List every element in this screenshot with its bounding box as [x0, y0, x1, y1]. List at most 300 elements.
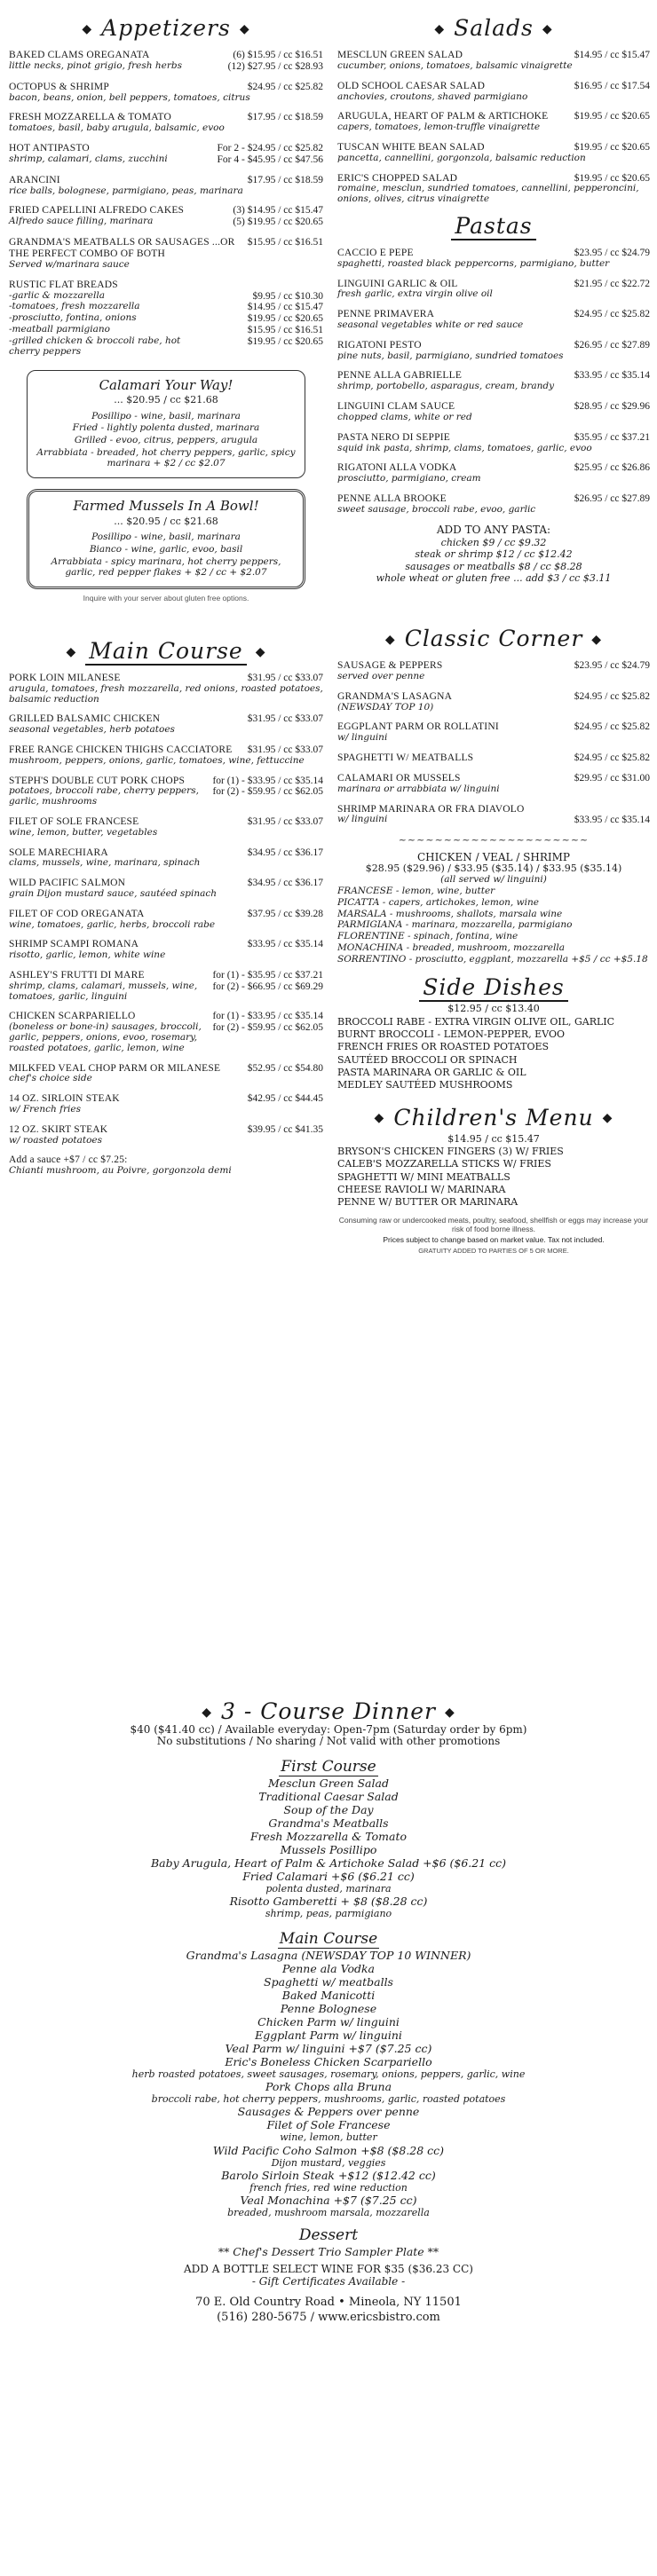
menu-item [9, 1063, 323, 1085]
menu-item [337, 248, 650, 270]
menu-item-desc: fresh garlic, extra virgin olive oil [337, 288, 493, 300]
menu-item [9, 816, 323, 839]
menu-item-desc: sweet sausage, broccoli rabe, evoo, garlic [337, 503, 536, 515]
menu-item [337, 462, 650, 484]
menu-item-desc: prosciutto, parmigiano, cream [337, 473, 481, 484]
course-item: Grandma's Meatballs [268, 1816, 389, 1830]
menu-item-price: $26.95 / cc $27.89 [574, 492, 650, 504]
menu-item [337, 493, 650, 516]
flatbread-name: -prosciutto, fontina, onions [9, 312, 137, 324]
appetizer-list [9, 50, 323, 271]
menu-item-price: $31.95 / cc $33.07 [247, 744, 323, 755]
diamond-icon: ◆ [66, 644, 77, 659]
menu-item-name: BAKED CLAMS OREGANATA [9, 50, 150, 60]
flatbread-row [9, 336, 323, 358]
menu-item-desc: Served w/marinara sauce [9, 258, 130, 270]
course-item-desc: polenta dusted, marinara [265, 1882, 392, 1895]
menu-item-row [337, 691, 650, 703]
menu-item [9, 205, 323, 228]
menu-item-price: for (1) - $33.95 / cc $35.14 [212, 1011, 323, 1022]
course-item-desc: breaded, mushroom marsala, mozzarella [227, 2207, 430, 2219]
menu-item-desc: grain Dijon mustard sauce, sautéed spinach [9, 888, 218, 900]
menu-item-name: STEPH'S DOUBLE CUT PORK CHOPS [9, 775, 186, 786]
pastas-title: Pastas [337, 214, 650, 239]
calamari-style: Posillipo - wine, basil, marinara [91, 410, 241, 421]
course-item: Eric's Boneless Chicken Scarpariello [225, 2054, 432, 2068]
menu-item [9, 143, 323, 166]
menu-item-desc: wine, lemon, butter, vegetables [9, 826, 158, 838]
menu-item-desc: w/ roasted potatoes [9, 1134, 103, 1146]
diamond-icon: ◆ [591, 632, 603, 647]
calamari-box [27, 370, 305, 479]
preparation-style: MONACHINA - breaded, mushroom, mozzarella [337, 941, 565, 953]
calamari-style: Arrabbiata - breaded, hot cherry peppers, garlic, spicy marinara + $2 / cc $2.07 [36, 446, 296, 469]
diamond-icon: ◆ [445, 1705, 455, 1720]
menu-item-desc: seasonal vegetables, herb potatoes [9, 724, 175, 736]
pasta-add-line: sausages or meatballs $8 / cc $8.28 [405, 560, 582, 572]
pasta-add-line: chicken $9 / cc $9.32 [440, 536, 547, 548]
menu-item-price: $14.95 / cc $15.47 [574, 50, 650, 60]
dessert-title: Dessert [298, 2226, 359, 2245]
menu-item-row [337, 340, 650, 351]
menu-item-desc: wine, tomatoes, garlic, herbs, broccoli rabe [9, 918, 216, 930]
menu-item-row [9, 61, 323, 73]
menu-item-price-2: (5) $19.95 / cc $20.65 [233, 217, 323, 228]
menu-item [337, 279, 650, 301]
menu-item [337, 111, 650, 133]
menu-item-price: $17.95 / cc $18.59 [247, 174, 323, 185]
menu-item-desc: w/ French fries [9, 1104, 81, 1115]
menu-item-name: 14 OZ. SIRLOIN STEAK [9, 1093, 120, 1105]
menu-item-price: $16.95 / cc $17.54 [574, 80, 650, 91]
diamond-icon: ◆ [82, 21, 93, 36]
menu-item-name: CHICKEN SCARPARIELLO [9, 1011, 136, 1022]
menu-item-desc: cucumber, onions, tomatoes, balsamic vinaigrette [337, 59, 573, 71]
menu-item-name: GRANDMA'S LASAGNA [337, 690, 453, 702]
menu-item-price: $24.95 / cc $25.82 [574, 721, 650, 733]
menu-item-row [9, 786, 323, 807]
flatbread-name: -garlic & mozzarella [9, 289, 105, 301]
menu-item [337, 142, 650, 164]
course-item: Veal Monachina +$7 ($7.25 cc) [240, 2194, 417, 2208]
menu-item-name: SHRIMP SCAMPI ROMANA [9, 939, 139, 950]
menu-item-name: PENNE ALLA GABRIELLE [337, 370, 463, 382]
menu-item-desc: rice balls, bolognese, parmigiano, peas, marinara [9, 185, 243, 196]
course-item: Pork Chops alla Bruna [265, 2079, 392, 2093]
flatbread-title: RUSTIC FLAT BREADS [9, 279, 118, 290]
menu-item-desc: clams, mussels, wine, marinara, spinach [9, 857, 201, 869]
menu-item-name: RIGATONI PESTO [337, 339, 422, 351]
gift-certificates: - Gift Certificates Available - [251, 2274, 406, 2288]
course-item: Baked Manicotti [281, 1988, 376, 2002]
menu-item-name: ASHLEY'S FRUTTI DI MARE [9, 970, 145, 981]
menu-item-name: PENNE PRIMAVERA [337, 309, 435, 320]
menu-item-name: LINGUINI GARLIC & OIL [337, 278, 458, 289]
menu-item [337, 173, 650, 205]
menu-item-name: OCTOPUS & SHRIMP [9, 81, 109, 92]
menu-item-price: $26.95 / cc $27.89 [574, 339, 650, 351]
menu-item [9, 1124, 323, 1146]
menu-item-desc: pancetta, cannellini, gorgonzola, balsamic reduction [337, 152, 586, 163]
menu-item [9, 82, 323, 104]
menu-item [337, 773, 650, 795]
side-dish: MEDLEY SAUTÉED MUSHROOMS [337, 1079, 513, 1091]
menu-item [337, 50, 650, 72]
preparation-style: MARSALA - mushrooms, shallots, marsala wine [337, 908, 563, 919]
menu-item-row [9, 154, 323, 166]
menu-item-row [9, 1124, 323, 1136]
menu-item-price: $31.95 / cc $33.07 [247, 713, 323, 725]
menu-item-price-2: For 4 - $45.95 / cc $47.56 [217, 154, 323, 165]
menu-item [9, 1011, 323, 1053]
menu-item-name: PORK LOIN MILANESE [9, 672, 121, 683]
menu-item-desc: w/ linguini [337, 732, 388, 744]
diamond-icon: ◆ [374, 1111, 385, 1126]
menu-item-name: MILKFED VEAL CHOP PARM OR MILANESE [9, 1062, 221, 1074]
menu-item-desc: risotto, garlic, lemon, white wine [9, 949, 166, 961]
preparation-style: PARMIGIANA - marinara, mozzarella, parmigiano [337, 919, 573, 931]
menu-item-row [9, 1022, 323, 1053]
menu-item [337, 340, 650, 362]
diamond-icon: ◆ [255, 644, 266, 659]
mussels-title: Farmed Mussels In A Bowl! [73, 498, 259, 515]
first-course-title: First Course [281, 1757, 376, 1776]
course-item: Veal Parm w/ linguini +$7 ($7.25 cc) [225, 2041, 432, 2055]
menu-item-row [9, 744, 323, 756]
diamond-icon: ◆ [384, 632, 396, 647]
menu-item-price: $31.95 / cc $33.07 [247, 815, 323, 827]
diamond-icon: ◆ [239, 21, 250, 36]
menu-item-name: FRESH MOZZARELLA & TOMATO [9, 112, 171, 123]
kids-item: CHEESE RAVIOLI W/ MARINARA [337, 1183, 506, 1195]
sauce-note: Add a sauce +$7 / cc $7.25: Chianti mushroom, au Poivre, gorgonzola demi [9, 1154, 232, 1177]
menu-item-name: ARANCINI [9, 174, 60, 185]
menu-item-desc: anchovies, croutons, shaved parmigiano [337, 91, 528, 102]
menu-item-price: $37.95 / cc $39.28 [247, 908, 323, 919]
side-dish: BURNT BROCCOLI - LEMON-PEPPER, EVOO [337, 1028, 566, 1040]
flatbread-price: $19.95 / cc $20.65 [247, 313, 323, 325]
menu-item-name: TUSCAN WHITE BEAN SALAD [337, 141, 485, 153]
menu-item-price: $24.95 / cc $25.82 [574, 690, 650, 702]
three-course-dinner [0, 1699, 657, 2324]
course-item: Baby Arugula, Heart of Palm & Artichoke Salad +$6 ($6.21 cc) [150, 1855, 507, 1870]
menu-item-desc: shrimp, portobello, asparagus, cream, brandy [337, 381, 555, 392]
menu-item [337, 691, 650, 713]
course-item: Penne Bolognese [280, 2001, 377, 2015]
course-item: Sausages & Peppers over penne [237, 2105, 420, 2119]
menu-item-price: $21.95 / cc $22.72 [574, 278, 650, 289]
kids-item: CALEB'S MOZZARELLA STICKS W/ FRIES [337, 1158, 551, 1170]
kids-item: PENNE W/ BUTTER OR MARINARA [337, 1196, 518, 1209]
menu-item-desc: (NEWSDAY TOP 10) [337, 701, 434, 713]
menu-item-desc: seasonal vegetables white or red sauce [337, 319, 524, 330]
menu-item-name: HOT ANTIPASTO [9, 143, 90, 154]
course-item: Risotto Gamberetti + $8 ($8.28 cc) [229, 1895, 428, 1909]
menu-item-desc: arugula, tomatoes, fresh mozzarella, red onions, roasted potatoes, balsamic reduction [9, 682, 323, 705]
mussels-box [27, 489, 305, 589]
dinner-price-line: $40 ($41.40 cc) / Available everyday: Open-7pm (Saturday order by 6pm) [130, 1723, 527, 1736]
menu-item-price: $23.95 / cc $24.79 [574, 660, 650, 672]
pasta-list [337, 248, 650, 516]
course-item: Fresh Mozzarella & Tomato [249, 1829, 408, 1843]
preparation-style: FRANCESE - lemon, wine, butter [337, 886, 495, 897]
course-item-desc: Dijon mustard, veggies [271, 2156, 386, 2169]
menu-item [9, 776, 323, 807]
calamari-price: ... $20.95 / cc $21.68 [114, 394, 218, 406]
side-dish: SAUTÉED BROCCOLI OR SPINACH [337, 1053, 518, 1066]
course-item: Penne ala Vodka [281, 1961, 376, 1975]
menu-item-price: $28.95 / cc $29.96 [574, 401, 650, 412]
menu-item-name: CACCIO E PEPE [337, 247, 414, 258]
menu-item-price: for (1) - $35.95 / cc $37.21 [212, 970, 323, 981]
menu-item-row [337, 773, 650, 784]
salad-list [337, 50, 650, 205]
menu-item-desc: little necks, pinot grigio, fresh herbs [9, 59, 182, 71]
side-dish: BROCCOLI RABE - EXTRA VIRGIN OLIVE OIL, GARLIC [337, 1015, 615, 1028]
mussels-style: Bianco - wine, garlic, evoo, basil [89, 544, 243, 555]
menu-item-desc: marinara or arrabbiata w/ linguini [337, 783, 500, 794]
kids-item: BRYSON'S CHICKEN FINGERS (3) W/ FRIES [337, 1145, 564, 1157]
menu-item-row [337, 401, 650, 413]
menu-item-price: $31.95 / cc $33.07 [247, 672, 323, 683]
menu-item-name: SHRIMP MARINARA OR FRA DIAVOLO [337, 803, 525, 815]
menu-item-name: CALAMARI OR MUSSELS [337, 772, 461, 784]
menu-item [9, 909, 323, 931]
menu-item-price: $33.95 / cc $35.14 [247, 939, 323, 950]
course-item: Filet of Sole Francese [266, 2118, 391, 2132]
diamond-icon: ◆ [434, 21, 446, 36]
flatbread-price: $14.95 / cc $15.47 [247, 302, 323, 313]
course-item: Chicken Parm w/ linguini [257, 2014, 400, 2029]
menu-item-name: 12 OZ. SKIRT STEAK [9, 1123, 108, 1135]
course-item-desc: wine, lemon, butter [280, 2131, 377, 2144]
menu-item-row [337, 142, 650, 154]
diamond-icon: ◆ [602, 1111, 613, 1126]
appetizers-title: ◆ Appetizers ◆ [82, 15, 250, 41]
menu-item-price: (3) $14.95 / cc $15.47 [233, 205, 323, 217]
menu-item-name: GRANDMA'S MEATBALLS OR SAUSAGES ...OR THE PERFECT COMBO OF BOTH [9, 237, 235, 259]
menu-item-row [337, 752, 650, 764]
menu-item-desc: mushroom, peppers, onions, garlic, tomatoes, wine, fettuccine [9, 754, 305, 766]
diamond-icon: ◆ [202, 1705, 212, 1720]
menu-item [9, 939, 323, 961]
menu-item-row [337, 50, 650, 61]
menu-item [9, 744, 323, 767]
mussels-style: Arrabbiata - spicy marinara, hot cherry peppers, garlic, red pepper flakes + $2 / cc + $2.07 [51, 555, 281, 578]
menu-item-desc: tomatoes, basil, baby arugula, balsamic, evoo [9, 122, 225, 134]
menu-item-name: ERIC'S CHOPPED SALAD [337, 172, 458, 184]
dinner-note: No substitutions / No sharing / Not valid with other promotions [156, 1735, 501, 1748]
menu-item [337, 309, 650, 331]
menu-item-price: $34.95 / cc $36.17 [247, 878, 323, 889]
menu-item-price: $39.95 / cc $41.35 [247, 1123, 323, 1135]
menu-item-name: FILET OF SOLE FRANCESE [9, 815, 139, 827]
menu-item-name: SAUSAGE & PEPPERS [337, 660, 443, 672]
menu-item-name: MESCLUN GREEN SALAD [337, 50, 463, 60]
menu-item-desc: shrimp, clams, calamari, mussels, wine, tomatoes, garlic, linguini [9, 980, 198, 1002]
menu-item-desc: spaghetti, roasted black peppercorns, parmigiano, butter [337, 257, 610, 269]
course-item: Fried Calamari +$6 ($6.21 cc) [242, 1869, 415, 1883]
main-course-dinner-title: Main Course [279, 1929, 378, 1948]
menu-item-price: $19.95 / cc $20.65 [574, 141, 650, 153]
menu-item [9, 713, 323, 736]
menu-item-desc: served over penne [337, 671, 425, 682]
menu-item-price: $19.95 / cc $20.65 [574, 172, 650, 184]
menu-item-desc: pine nuts, basil, parmigiano, sundried tomatoes [337, 350, 564, 361]
menu-item-name: FREE RANGE CHICKEN THIGHS CACCIATORE [9, 744, 233, 755]
course-item: Mesclun Green Salad [268, 1776, 389, 1790]
menu-item-price: $33.95 / cc $35.14 [574, 815, 650, 826]
menu-item-name: PENNE ALLA BROOKE [337, 492, 447, 504]
menu-item-row [337, 493, 650, 505]
side-dish: FRENCH FRIES OR ROASTED POTATOES [337, 1041, 550, 1053]
flatbread-price: $19.95 / cc $20.65 [247, 336, 323, 347]
course-item: Mussels Posillipo [280, 1842, 377, 1856]
course-item: Eggplant Parm w/ linguini [255, 2028, 402, 2042]
disclaimer: Consuming raw or undercooked meats, poultry, seafood, shellfish or eggs may increase your risk of food borne illness. Prices subject to change based on market value. Tax not included. GRATUITY ADDED TO PARTIES OF 5 OR MORE. [338, 1216, 649, 1255]
menu-item-row [9, 175, 323, 186]
menu-item-price-2: for (2) - $59.95 / cc $62.05 [212, 786, 323, 798]
menu-item-row [337, 81, 650, 92]
diamond-icon: ◆ [542, 21, 553, 36]
menu-item-desc: shrimp, calamari, clams, zucchini [9, 153, 168, 164]
side-dishes-title: Side Dishes [337, 975, 650, 1000]
menu-item-desc: chef's choice side [9, 1073, 92, 1084]
menu-item-name: GRILLED BALSAMIC CHICKEN [9, 713, 161, 725]
menu-item [337, 804, 650, 827]
menu-item [9, 878, 323, 900]
main-course-list [9, 673, 323, 1146]
classic-corner-title: ◆ Classic Corner ◆ [384, 626, 603, 652]
menu-item-price: $29.95 / cc $31.00 [574, 772, 650, 784]
menu-item [9, 112, 323, 134]
menu-item-row [9, 673, 323, 684]
menu-item [9, 175, 323, 197]
kids-item: SPAGHETTI W/ MINI MEATBALLS [337, 1170, 511, 1183]
menu-item-price: $15.95 / cc $16.51 [247, 237, 323, 248]
menu-item-row [9, 816, 323, 828]
menu-item-desc: Alfredo sauce filling, marinara [9, 216, 154, 227]
wavy-divider: ~~~~~~~~~~~~~~~~~~~~~ [398, 834, 590, 847]
childrens-menu-title: ◆ Children's Menu ◆ [374, 1104, 613, 1130]
menu-item [337, 81, 650, 103]
menu-item-price: $24.95 / cc $25.82 [574, 309, 650, 320]
menu-item-price: $24.95 / cc $25.82 [574, 752, 650, 764]
menu-item-price-2: (12) $27.95 / cc $28.93 [227, 60, 323, 72]
sides-price: $12.95 / cc $13.40 [447, 1003, 540, 1015]
chicken-veal-shrimp: CHICKEN / VEAL / SHRIMP $28.95 ($29.96) / $33.95 ($35.14) / $33.95 ($35.14) (all served w/ linguini) FRANCESE - lemon, wine, butter PICATTA - capers, artichokes, lemon, wine MARSALA - mushrooms, shallots, marsala wine PARMIGIANA - marinara, mozzarella, parmigiano FLORENTINE - spinach, fontina, wine MONACHINA - breaded, mushroom, mozzarella SORRENTINO - prosciutto, eggplant, mozzarella +$5 / cc +$5.18 [337, 852, 650, 965]
menu-item [337, 432, 650, 454]
menu-item-desc: chopped clams, white or red [337, 411, 472, 422]
flatbread-section [9, 280, 323, 358]
flatbread-name: -meatball parmigiano [9, 324, 110, 335]
menu-item-name: OLD SCHOOL CAESAR SALAD [337, 80, 486, 91]
menu-item-row [337, 248, 650, 259]
mussels-style: Posillipo - wine, basil, marinara [91, 532, 241, 543]
course-item: Barolo Sirloin Steak +$12 ($12.42 cc) [221, 2168, 436, 2182]
classic-list [337, 660, 650, 826]
menu-item-desc: (boneless or bone-in) sausages, broccoli, garlic, peppers, onions, evoo, rosemary, roasted potatoes, garlic, lemon, wine [9, 1021, 202, 1053]
calamari-style: Fried - lightly polenta dusted, marinara [72, 422, 260, 434]
mussels-price: ... $20.95 / cc $21.68 [114, 516, 218, 528]
menu-item [337, 721, 650, 744]
menu-item-name: FRIED CAPELLINI ALFREDO CAKES [9, 205, 185, 217]
side-dish: PASTA MARINARA OR GARLIC & OIL [337, 1066, 526, 1078]
menu-item-row [9, 82, 323, 93]
course-item-desc: herb roasted potatoes, sweet sausages, rosemary, onions, peppers, garlic, wine [131, 2068, 526, 2080]
kids-price: $14.95 / cc $15.47 [447, 1132, 540, 1145]
pasta-add-ons: ADD TO ANY PASTA: chicken $9 / cc $9.32 steak or shrimp $12 / cc $12.42 sausages or meatballs $8 / cc $8.28 whole wheat or gluten free ... add $3 / cc $3.11 [337, 524, 650, 585]
menu-item-price-2: for (2) - $59.95 / cc $62.05 [212, 1022, 323, 1034]
menu-item-price: $25.95 / cc $26.86 [574, 462, 650, 474]
menu-item-price: $33.95 / cc $35.14 [574, 370, 650, 382]
address: 70 E. Old Country Road • Mineola, NY 11501 [195, 2296, 462, 2310]
menu-item-price: $19.95 / cc $20.65 [574, 111, 650, 122]
course-item-desc: shrimp, peas, parmigiano [265, 1908, 392, 1920]
menu-item [337, 660, 650, 682]
flatbread-name: -tomatoes, fresh mozzarella [9, 301, 140, 312]
menu-item-name: ARUGULA, HEART OF PALM & ARTICHOKE [337, 111, 549, 122]
phone-website: (516) 280-5675 / www.ericsbistro.com [217, 2310, 440, 2324]
course-item: Wild Pacific Coho Salmon +$8 ($8.28 cc) [212, 2143, 445, 2157]
menu-item-desc: capers, tomatoes, lemon-truffle vinaigrette [337, 122, 541, 133]
menu-item-name: RIGATONI ALLA VODKA [337, 462, 457, 474]
menu-item-price: $42.95 / cc $44.45 [247, 1093, 323, 1105]
menu-item-name: SOLE MARECHIARA [9, 847, 108, 858]
menu-item-desc: squid ink pasta, shrimp, clams, tomatoes, garlic, evoo [337, 442, 592, 453]
course-item-desc: french fries, red wine reduction [249, 2181, 408, 2194]
menu-item-price: (6) $15.95 / cc $16.51 [233, 50, 323, 60]
menu-item-price-2: for (2) - $66.95 / cc $69.29 [212, 981, 323, 992]
menu-item [9, 237, 323, 271]
menu-item [337, 752, 650, 764]
menu-item [9, 1093, 323, 1115]
preparation-style: PICATTA - capers, artichokes, lemon, wine [337, 896, 539, 908]
menu-item-name: PASTA NERO DI SEPPIE [337, 431, 450, 443]
course-item: Grandma's Lasagna (NEWSDAY TOP 10 WINNER) [186, 1948, 471, 1962]
menu-item-desc: w/ linguini [337, 814, 388, 825]
menu-item-name: SPAGHETTI W/ MEATBALLS [337, 752, 474, 764]
menu-item [337, 370, 650, 392]
preparation-style: SORRENTINO - prosciutto, eggplant, mozzarella +$5 / cc +$5.18 [337, 953, 648, 965]
menu-item-row [9, 50, 323, 61]
menu-item-name: FILET OF COD OREGANATA [9, 908, 145, 919]
calamari-style: Grilled - evoo, citrus, peppers, arugula [74, 435, 258, 446]
menu-item [9, 673, 323, 705]
course-item-desc: broccoli rabe, hot cherry peppers, mushrooms, garlic, roasted potatoes [151, 2092, 506, 2105]
menu-item-row [9, 909, 323, 920]
menu-item-name: EGGPLANT PARM OR ROLLATINI [337, 721, 499, 733]
menu-item-desc: potatoes, broccoli rabe, cherry peppers, garlic, mushrooms [9, 785, 199, 807]
course-item: Soup of the Day [283, 1802, 374, 1816]
menu-item-price: $17.95 / cc $18.59 [247, 112, 323, 123]
menu-item-name: LINGUINI CLAM SAUCE [337, 401, 455, 412]
menu-item [9, 847, 323, 870]
menu-item-desc: romaine, mesclun, sundried tomatoes, cannellini, pepperoncini, onions, olives, citrus vinaigrette [337, 183, 639, 205]
dessert-item: ** Chef's Dessert Trio Sampler Plate ** [218, 2245, 439, 2259]
salads-title: ◆ Salads ◆ [434, 15, 553, 41]
flatbread-price: $15.95 / cc $16.51 [247, 325, 323, 336]
menu-item-row [9, 217, 323, 228]
menu-item-row [9, 981, 323, 1003]
menu-item-price: for (1) - $33.95 / cc $35.14 [212, 775, 323, 786]
menu-item-row [9, 143, 323, 154]
menu-item [9, 970, 323, 1002]
gluten-note: Inquire with your server about gluten free options. [83, 594, 249, 603]
menu-item-row [337, 432, 650, 444]
menu-item [9, 50, 323, 73]
calamari-title: Calamari Your Way! [99, 376, 234, 393]
